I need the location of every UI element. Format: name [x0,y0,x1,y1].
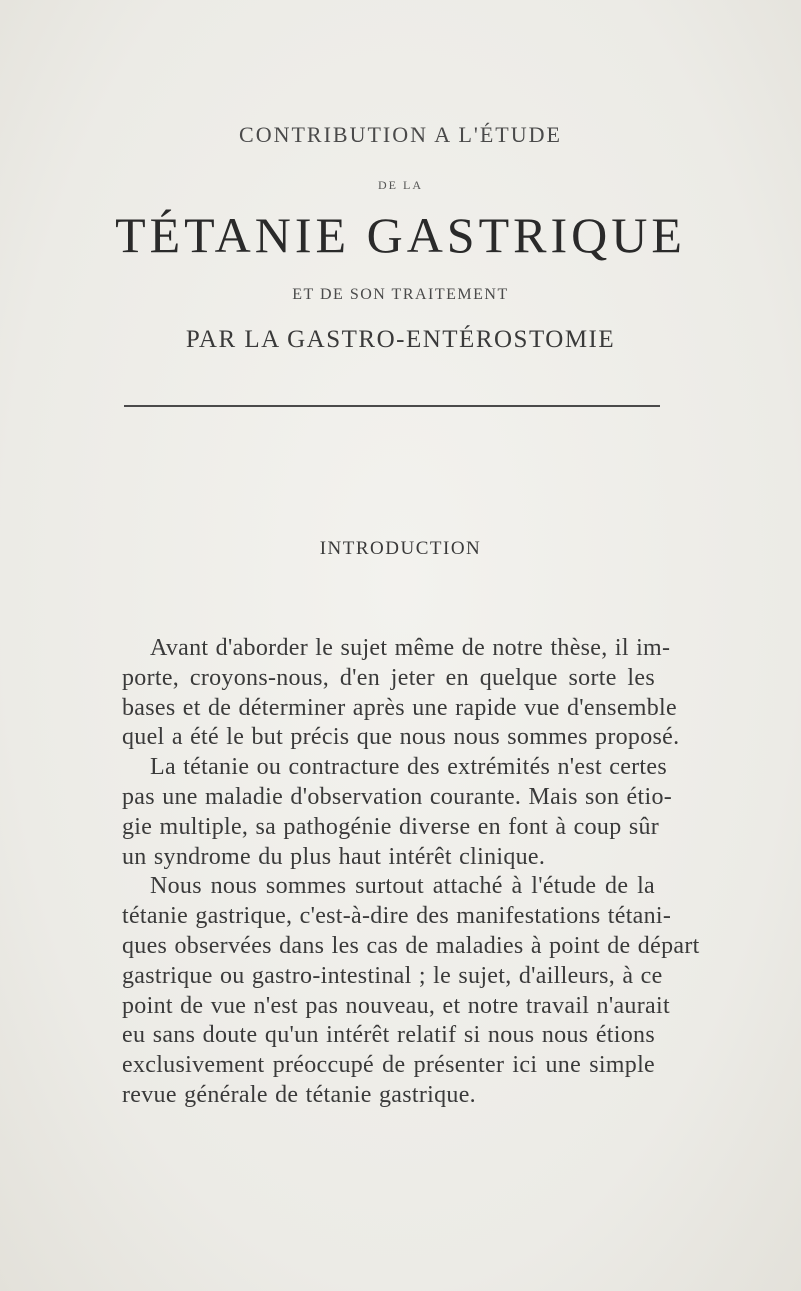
section-heading: INTRODUCTION [319,538,482,559]
body-line: quel a été le but précis que nous nous sommes proposé. [122,724,680,751]
title-divider [124,405,660,407]
title-contribution: CONTRIBUTION A L'ÉTUDE [239,122,562,147]
body-line: eu sans doute qu'un intérêt relatif si nous nous étions [122,1022,655,1049]
subtitle-par-la: PAR LA GASTRO-ENTÉROSTOMIE [185,326,616,353]
body-line: point de vue n'est pas nouveau, et notre travail n'aurait [122,992,670,1019]
body-line: exclusivement préoccupé de présenter ici une simple [122,1052,655,1079]
main-title: TÉTANIE GASTRIQUE [115,207,686,263]
subtitle-et-de-son: ET DE SON TRAITEMENT [292,286,509,303]
body-line: Avant d'aborder le sujet même de notre thèse, il im- [150,635,671,661]
body-line: pas une maladie d'observation courante. Mais son étio- [122,783,673,810]
body-line: gastrique ou gastro-intestinal ; le sujet, d'ailleurs, à ce [122,962,663,989]
body-line: ques observées dans les cas de maladies à point de départ [122,932,700,959]
body-line: tétanie gastrique, c'est-à-dire des manifestations tétani- [122,903,672,930]
body-line: gie multiple, sa pathogénie diverse en font à coup sûr [122,813,660,840]
body-line: bases et de déterminer après une rapide vue d'ensemble [122,694,677,721]
body-line: revue générale de tétanie gastrique. [122,1081,476,1108]
body-line: un syndrome du plus haut intérêt clinique. [122,843,546,870]
title-de-la: DE LA [378,178,423,192]
body-line: porte, croyons-nous, d'en jeter en quelque sorte les [122,664,655,691]
body-paragraphs [122,634,700,1111]
body-line: Nous nous sommes surtout attaché à l'étude de la [150,873,655,900]
body-line: La tétanie ou contracture des extrémités n'est certes [150,754,667,781]
